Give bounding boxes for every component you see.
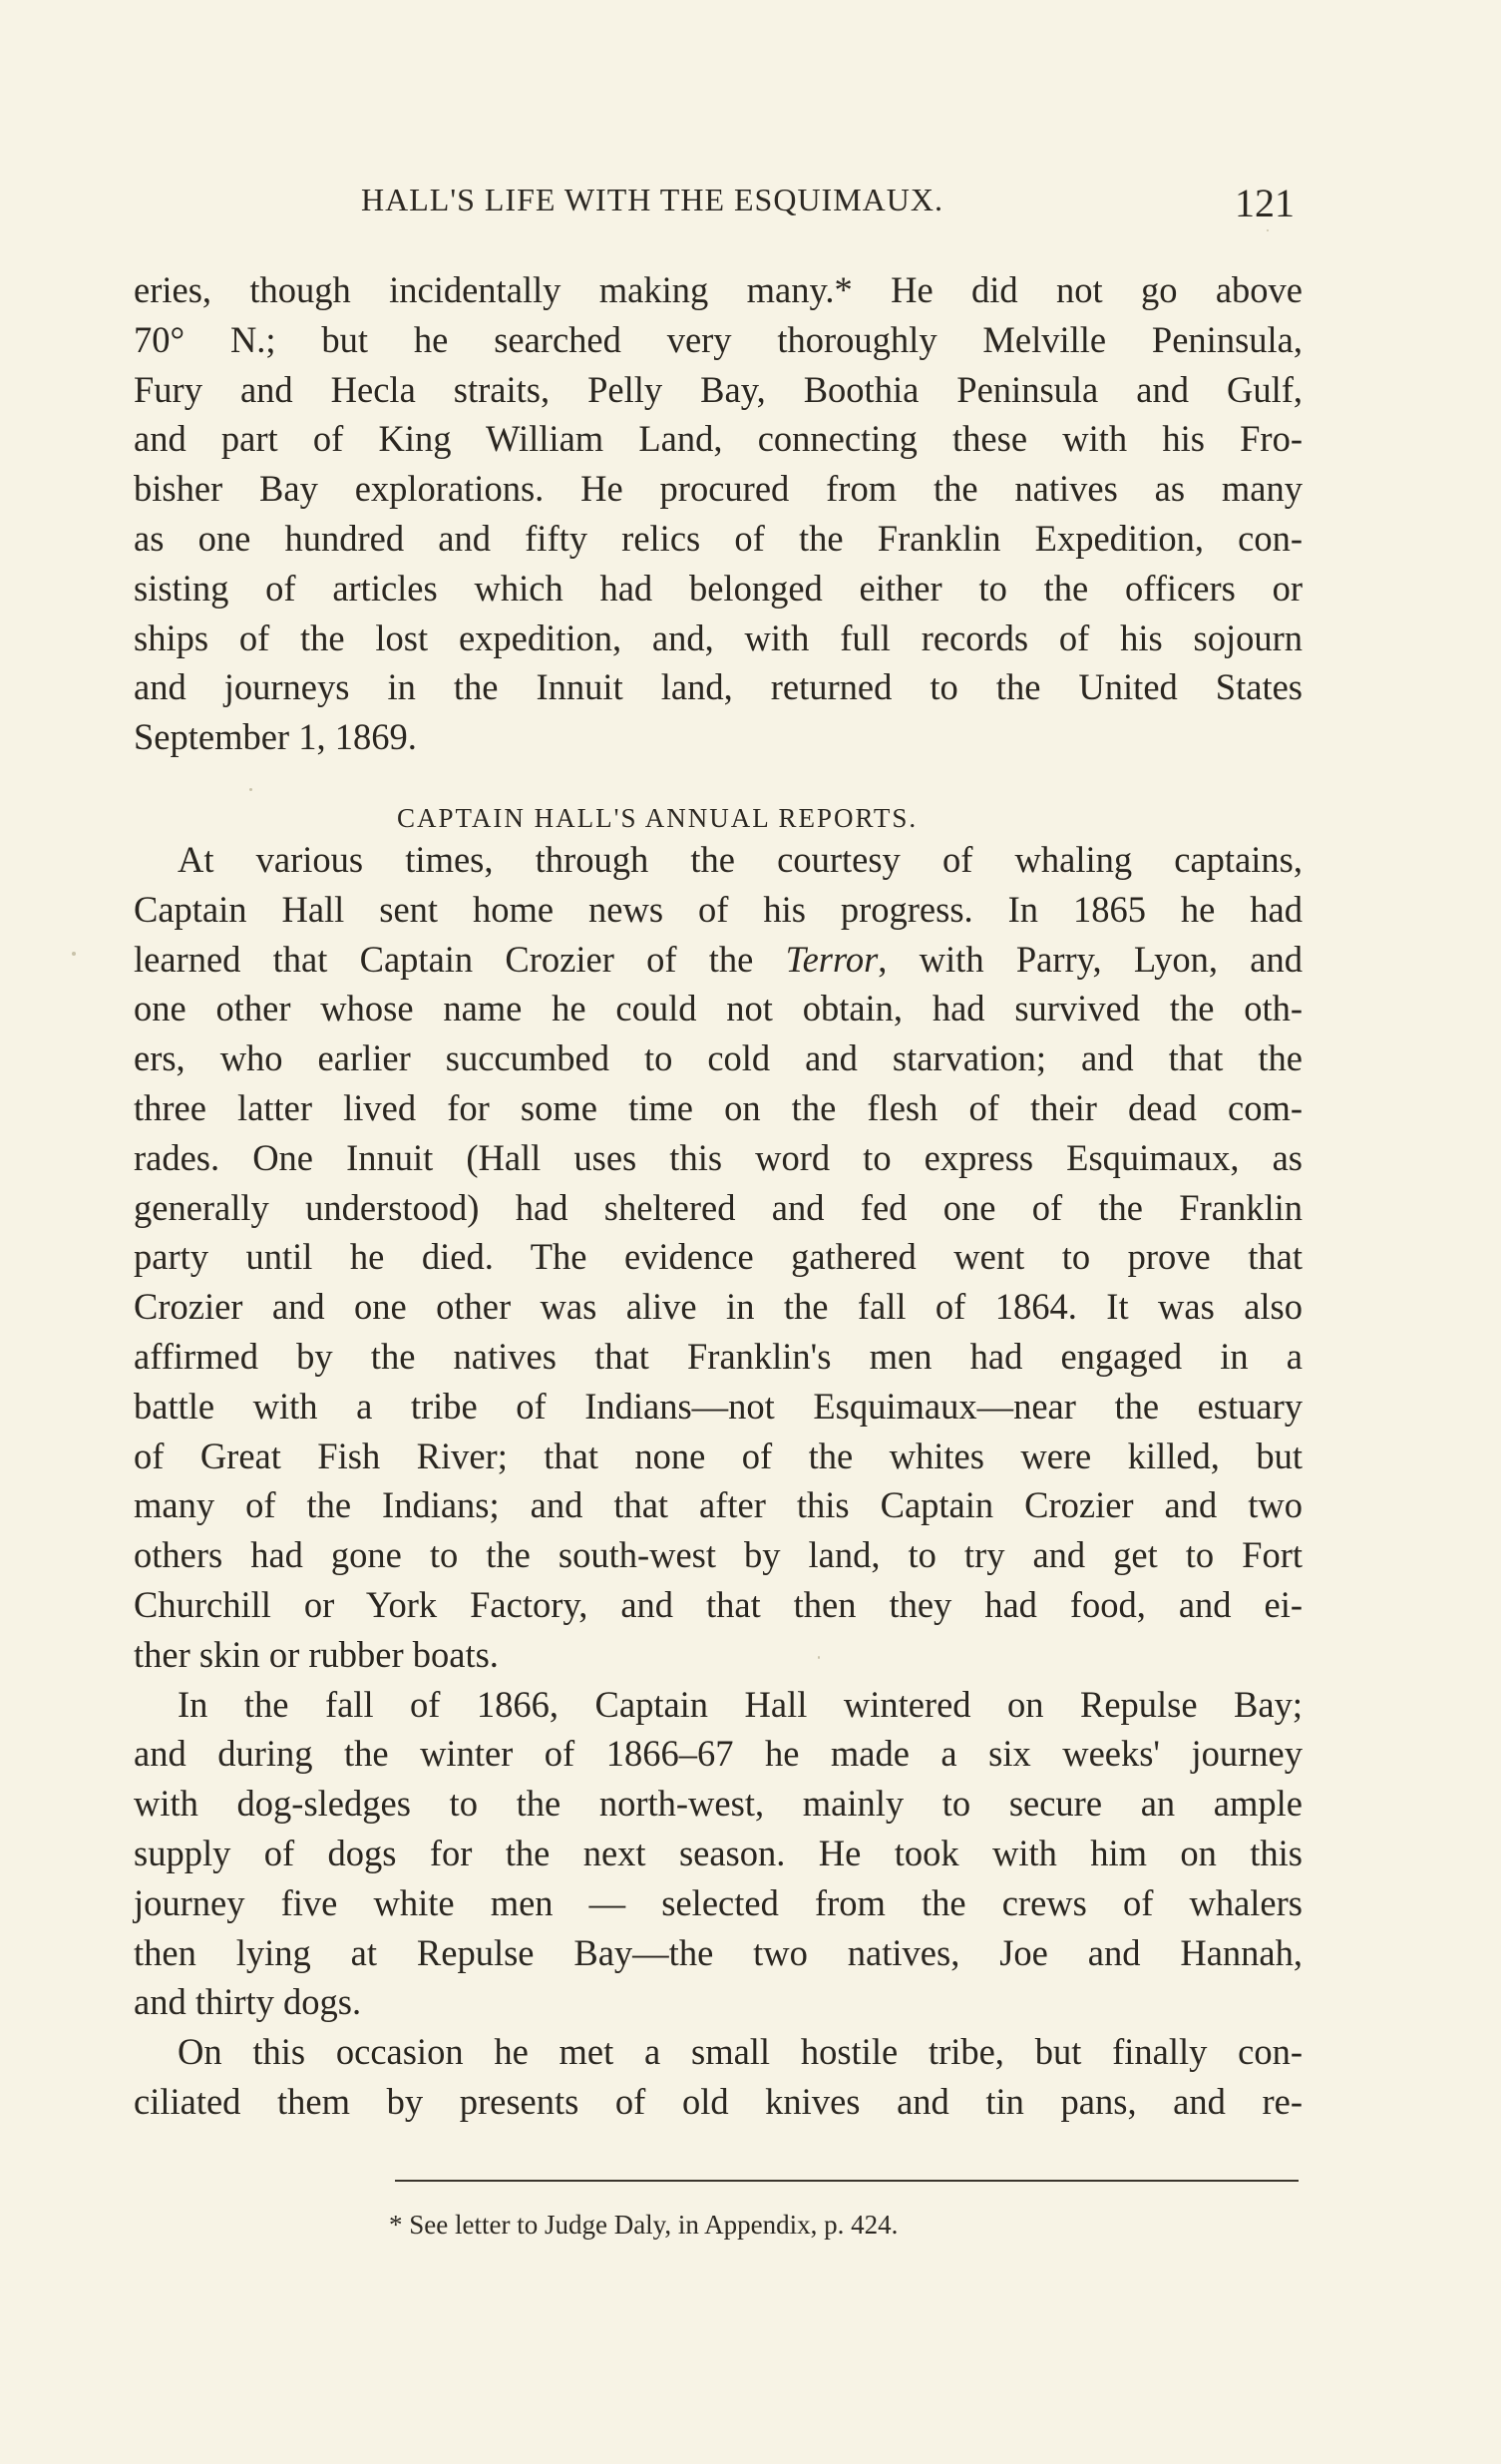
text-line: with dog-sledges to the north-west, mainly to secure an ample <box>134 1783 1303 1825</box>
text-line: Crozier and one other was alive in the fall of 1864. It was also <box>134 1286 1303 1328</box>
page-number: 121 <box>1235 181 1295 225</box>
text-line: September 1, 1869. <box>134 716 417 758</box>
text-line: as one hundred and fifty relics of the Franklin Expedition, con- <box>134 517 1303 559</box>
text-line: eries, though incidentally making many.* He did not go above <box>134 269 1303 310</box>
text-line: ships of the lost expedition, and, with full records of his sojourn <box>134 616 1303 658</box>
text-line: 70° N.; but he searched very thoroughly Melville Peninsula, <box>134 318 1303 360</box>
text-line: three latter lived for some time on the flesh of their dead com- <box>134 1086 1303 1128</box>
paragraph-continued <box>134 265 1303 762</box>
text-line: supply of dogs for the next season. He took with him on this <box>134 1832 1303 1873</box>
text-line: ers, who earlier succumbed to cold and starvation; and that the <box>134 1037 1303 1079</box>
paper-speck <box>72 952 76 956</box>
text-line: one other whose name he could not obtain, had survived the oth- <box>134 988 1303 1029</box>
text-line: sisting of articles which had belonged either to the officers or <box>134 567 1303 609</box>
text-line-with-italic <box>134 935 1303 985</box>
text-line: and journeys in the Innuit land, returned to the United States <box>134 666 1303 708</box>
text-line: Captain Hall sent home news of his progress. In 1865 he had <box>134 888 1303 930</box>
text-line: bisher Bay explorations. He procured from the natives as many <box>134 468 1303 510</box>
text-line: and part of King William Land, connecting these with his Fro- <box>134 418 1303 460</box>
text-line: affirmed by the natives that Franklin's men had engaged in a <box>134 1335 1303 1377</box>
text-segment: learned that Captain Crozier of the <box>134 938 786 980</box>
text-line: ther skin or rubber boats. <box>134 1633 499 1675</box>
text-line: many of the Indians; and that after this Captain Crozier and two <box>134 1484 1303 1526</box>
text-line: On this occasion he met a small hostile tribe, but finally con- <box>178 2031 1303 2073</box>
text-line: party until he died. The evidence gathered went to prove that <box>134 1236 1303 1278</box>
ship-name-italic: Terror <box>785 938 879 980</box>
text-line: of Great Fish River; that none of the whites were killed, but <box>134 1435 1303 1476</box>
text-line: Fury and Hecla straits, Pelly Bay, Boothia Peninsula and Gulf, <box>134 368 1303 410</box>
text-line: rades. One Innuit (Hall uses this word to express Esquimaux, as <box>134 1136 1303 1178</box>
text-line: In the fall of 1866, Captain Hall wintered on Repulse Bay; <box>178 1683 1303 1725</box>
footnote-divider <box>395 2180 1299 2182</box>
text-line: and during the winter of 1866–67 he made a six weeks' journey <box>134 1733 1303 1775</box>
text-line: others had gone to the south-west by land, to try and get to Fort <box>134 1534 1303 1576</box>
text-segment: , with Parry, Lyon, and <box>878 938 1303 980</box>
paper-speck <box>818 1656 820 1659</box>
text-line: generally understood) had sheltered and fed one of the Franklin <box>134 1186 1303 1228</box>
body-text <box>134 835 1303 2127</box>
running-title: HALL'S LIFE WITH THE ESQUIMAUX. <box>361 182 943 217</box>
text-line: battle with a tribe of Indians—not Esquimaux—near the estuary <box>134 1385 1303 1427</box>
paper-speck <box>1267 229 1269 231</box>
text-line: then lying at Repulse Bay—the two natives, Joe and Hannah, <box>134 1931 1303 1973</box>
text-line: and thirty dogs. <box>134 1981 362 2023</box>
text-line: At various times, through the courtesy of whaling captains, <box>178 839 1303 880</box>
text-line: journey five white men — selected from the crews of whalers <box>134 1881 1303 1923</box>
section-heading: CAPTAIN HALL'S ANNUAL REPORTS. <box>397 803 919 833</box>
paper-speck <box>249 788 252 791</box>
text-line: Churchill or York Factory, and that then they had food, and ei- <box>134 1583 1303 1625</box>
footnote: * See letter to Judge Daly, in Appendix, p. 424. <box>389 2210 899 2240</box>
text-line: ciliated them by presents of old knives and tin pans, and re- <box>134 2080 1303 2122</box>
